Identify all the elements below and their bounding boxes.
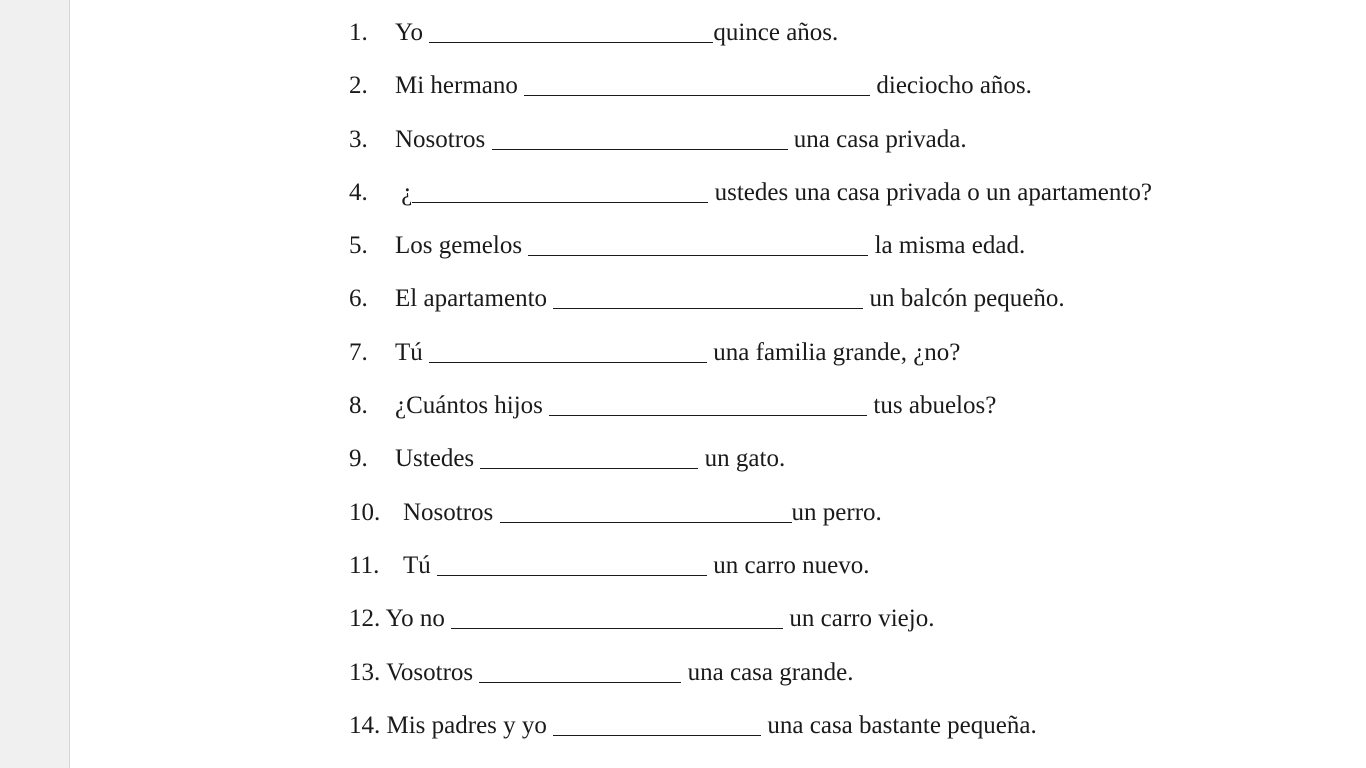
exercise-list [349, 11, 1152, 757]
exercise-item-14 [349, 704, 1152, 757]
item-number: 5. [349, 232, 368, 260]
answer-blank [479, 652, 681, 683]
item-prefix: Vosotros [386, 658, 480, 686]
item-prefix: ¿ [395, 178, 413, 206]
answer-blank [553, 705, 761, 736]
item-number: 10. [349, 498, 381, 526]
item-number: 13. [349, 658, 381, 686]
exercise-item-6 [349, 277, 1152, 330]
item-suffix: ustedes una casa privada o un apartamento? [708, 178, 1152, 206]
item-suffix: un gato. [698, 445, 786, 473]
item-suffix: la misma edad. [868, 232, 1026, 260]
item-suffix: una familia grande, ¿no? [707, 338, 961, 366]
item-suffix: un perro. [791, 498, 882, 526]
item-prefix: ¿Cuántos hijos [395, 392, 550, 420]
exercise-item-5 [349, 224, 1152, 277]
item-number: 8. [349, 392, 368, 420]
item-number: 7. [349, 338, 368, 366]
item-suffix: una casa grande. [681, 658, 854, 686]
exercise-item-12 [349, 597, 1152, 650]
item-suffix: un balcón pequeño. [863, 285, 1065, 313]
answer-blank [451, 598, 783, 629]
answer-blank [553, 278, 863, 309]
item-prefix: Mis padres y yo [386, 711, 554, 739]
exercise-item-4 [349, 171, 1152, 224]
item-prefix: Tú [403, 551, 438, 579]
item-suffix: quince años. [713, 19, 839, 46]
answer-blank [492, 119, 788, 150]
exercise-item-11 [349, 544, 1152, 597]
answer-blank [549, 385, 867, 416]
answer-blank [528, 225, 868, 256]
item-number: 6. [349, 285, 368, 313]
answer-blank [429, 12, 713, 43]
item-number: 2. [349, 72, 368, 100]
answer-blank [480, 438, 698, 469]
answer-blank [412, 172, 708, 203]
item-prefix: Nosotros [403, 498, 500, 526]
item-suffix: una casa privada. [787, 125, 967, 153]
item-number: 12. [349, 605, 381, 633]
document-page [70, 0, 1366, 768]
item-number: 11. [349, 551, 380, 579]
item-prefix: Yo no [385, 605, 452, 633]
item-number: 3. [349, 125, 368, 153]
item-prefix: Nosotros [395, 125, 492, 153]
item-prefix: Mi hermano [395, 72, 525, 100]
answer-blank [429, 332, 707, 363]
item-prefix: Los gemelos [395, 232, 529, 260]
item-suffix: un carro viejo. [783, 605, 935, 633]
item-suffix: dieciocho años. [870, 72, 1032, 100]
item-prefix: Ustedes [395, 445, 481, 473]
exercise-item-3 [349, 118, 1152, 171]
item-suffix: una casa bastante pequeña. [761, 711, 1037, 739]
item-suffix: un carro nuevo. [707, 551, 870, 579]
item-suffix: tus abuelos? [867, 392, 997, 420]
exercise-item-13 [349, 651, 1152, 704]
sidebar-panel [0, 0, 70, 768]
answer-blank [500, 492, 792, 523]
exercise-item-10 [349, 491, 1152, 544]
item-prefix: Yo [395, 19, 430, 46]
exercise-item-9 [349, 437, 1152, 490]
item-number: 4. [349, 178, 368, 206]
exercise-item-1 [349, 11, 1152, 64]
item-number: 1. [349, 19, 368, 46]
item-number: 9. [349, 445, 368, 473]
answer-blank [524, 65, 870, 96]
exercise-item-7 [349, 331, 1152, 384]
item-number: 14. [349, 711, 381, 739]
item-prefix: Tú [395, 338, 430, 366]
exercise-item-8 [349, 384, 1152, 437]
answer-blank [437, 545, 707, 576]
exercise-item-2 [349, 64, 1152, 117]
item-prefix: El apartamento [395, 285, 554, 313]
